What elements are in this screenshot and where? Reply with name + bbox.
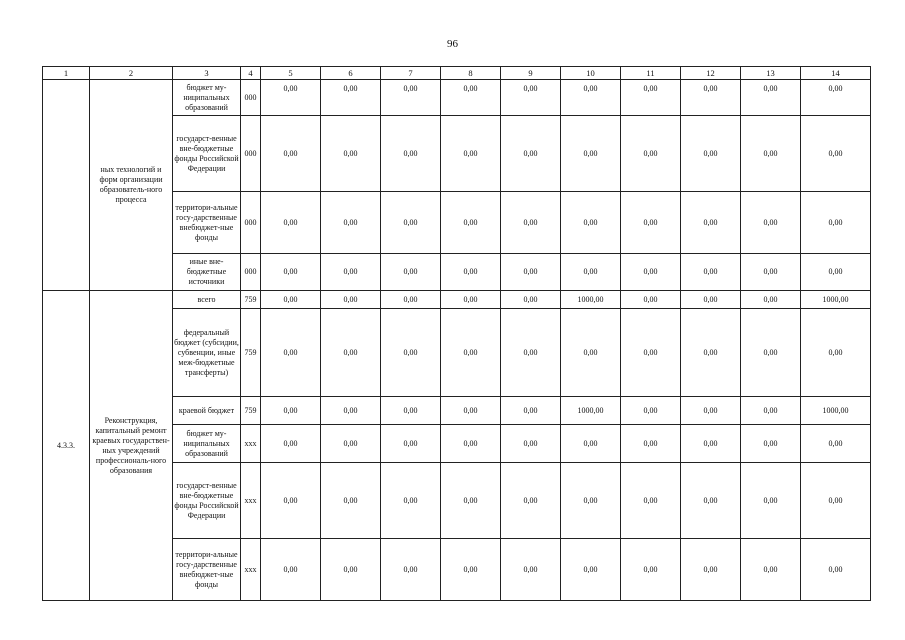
row-number: 4.3.3. [43,291,90,601]
value-cell: 0,00 [561,80,621,116]
row-number [43,80,90,291]
value-cell: 0,00 [321,539,381,601]
budget-table [42,66,871,601]
value-cell: 0,00 [261,397,321,425]
value-cell: 0,00 [261,192,321,254]
funding-source: иные вне-бюджетные источники [173,254,241,291]
value-cell: 0,00 [441,192,501,254]
value-cell: 0,00 [261,116,321,192]
value-cell: 0,00 [621,192,681,254]
code-cell: 000 [241,254,261,291]
value-cell: 0,00 [681,80,741,116]
value-cell: 1000,00 [561,291,621,309]
value-cell: 0,00 [561,309,621,397]
value-cell: 0,00 [801,309,871,397]
funding-source: федеральный бюджет (субсидии, субвенции, иные меж-бюджетные трансферты) [173,309,241,397]
value-cell: 0,00 [621,309,681,397]
table-row [43,291,871,309]
header-cell: 14 [801,67,871,80]
value-cell: 0,00 [381,463,441,539]
value-cell: 0,00 [261,309,321,397]
value-cell: 1000,00 [801,291,871,309]
funding-source: бюджет му-ниципальных образований [173,80,241,116]
funding-source: территори-альные госу-дарственные внебюджет-ные фонды [173,192,241,254]
value-cell: 0,00 [621,397,681,425]
value-cell: 0,00 [621,254,681,291]
value-cell: 0,00 [561,192,621,254]
header-cell: 11 [621,67,681,80]
header-cell: 7 [381,67,441,80]
value-cell: 0,00 [501,291,561,309]
value-cell: 0,00 [321,80,381,116]
table-body [43,80,871,601]
value-cell: 0,00 [441,291,501,309]
value-cell: 0,00 [381,425,441,463]
code-cell: 000 [241,192,261,254]
value-cell: 0,00 [321,254,381,291]
value-cell: 0,00 [261,425,321,463]
value-cell: 0,00 [681,254,741,291]
value-cell: 0,00 [681,291,741,309]
code-cell: xxx [241,425,261,463]
value-cell: 0,00 [621,425,681,463]
value-cell: 0,00 [321,463,381,539]
value-cell: 0,00 [501,116,561,192]
value-cell: 0,00 [381,116,441,192]
value-cell: 0,00 [501,192,561,254]
header-cell: 6 [321,67,381,80]
value-cell: 0,00 [681,192,741,254]
value-cell: 0,00 [741,425,801,463]
value-cell: 0,00 [621,539,681,601]
value-cell: 0,00 [321,192,381,254]
value-cell: 0,00 [741,463,801,539]
value-cell: 0,00 [681,397,741,425]
value-cell: 0,00 [681,463,741,539]
table-header [43,67,871,80]
header-cell: 9 [501,67,561,80]
value-cell: 0,00 [441,539,501,601]
value-cell: 0,00 [381,80,441,116]
measure-name: ных технологий и форм организации образователь-ного процесса [90,80,173,291]
funding-source: бюджет му-ниципальных образований [173,425,241,463]
value-cell: 1000,00 [561,397,621,425]
header-cell: 8 [441,67,501,80]
header-cell: 3 [173,67,241,80]
value-cell: 0,00 [261,291,321,309]
funding-source: территори-альные госу-дарственные внебюджет-ные фонды [173,539,241,601]
value-cell: 0,00 [501,425,561,463]
value-cell: 0,00 [441,80,501,116]
value-cell: 0,00 [801,80,871,116]
value-cell: 0,00 [261,80,321,116]
code-cell: 759 [241,291,261,309]
value-cell: 0,00 [381,291,441,309]
value-cell: 0,00 [381,539,441,601]
value-cell: 0,00 [441,254,501,291]
value-cell: 0,00 [741,116,801,192]
value-cell: 0,00 [501,397,561,425]
value-cell: 0,00 [801,254,871,291]
value-cell: 0,00 [441,397,501,425]
code-cell: 000 [241,80,261,116]
value-cell: 0,00 [801,539,871,601]
value-cell: 0,00 [801,116,871,192]
value-cell: 0,00 [501,254,561,291]
value-cell: 0,00 [501,80,561,116]
value-cell: 0,00 [321,309,381,397]
value-cell: 0,00 [501,539,561,601]
value-cell: 0,00 [681,539,741,601]
header-cell: 10 [561,67,621,80]
value-cell: 0,00 [741,80,801,116]
header-cell: 12 [681,67,741,80]
value-cell: 0,00 [561,116,621,192]
funding-source: государст-венные вне-бюджетные фонды Российской Федерации [173,116,241,192]
value-cell: 0,00 [321,291,381,309]
value-cell: 1000,00 [801,397,871,425]
measure-name: Реконструкция, капитальный ремонт краевых государствен-ных учреждений профессиональ-ного образования [90,291,173,601]
value-cell: 0,00 [801,192,871,254]
value-cell: 0,00 [801,425,871,463]
value-cell: 0,00 [501,463,561,539]
value-cell: 0,00 [441,463,501,539]
value-cell: 0,00 [501,309,561,397]
header-cell: 4 [241,67,261,80]
value-cell: 0,00 [621,116,681,192]
value-cell: 0,00 [561,463,621,539]
value-cell: 0,00 [441,309,501,397]
value-cell: 0,00 [741,254,801,291]
value-cell: 0,00 [561,254,621,291]
value-cell: 0,00 [261,539,321,601]
code-cell: 759 [241,397,261,425]
code-cell: xxx [241,463,261,539]
header-row [43,67,871,80]
header-cell: 1 [43,67,90,80]
page-number: 96 [447,38,458,50]
value-cell: 0,00 [741,291,801,309]
header-cell: 2 [90,67,173,80]
code-cell: 759 [241,309,261,397]
value-cell: 0,00 [741,397,801,425]
value-cell: 0,00 [381,397,441,425]
funding-source: государст-венные вне-бюджетные фонды Российской Федерации [173,463,241,539]
funding-source: краевой бюджет [173,397,241,425]
header-cell: 5 [261,67,321,80]
value-cell: 0,00 [621,80,681,116]
value-cell: 0,00 [261,254,321,291]
header-cell: 13 [741,67,801,80]
value-cell: 0,00 [381,309,441,397]
value-cell: 0,00 [561,425,621,463]
value-cell: 0,00 [261,463,321,539]
value-cell: 0,00 [681,425,741,463]
value-cell: 0,00 [741,192,801,254]
value-cell: 0,00 [621,463,681,539]
code-cell: 000 [241,116,261,192]
value-cell: 0,00 [561,539,621,601]
value-cell: 0,00 [741,309,801,397]
value-cell: 0,00 [321,116,381,192]
value-cell: 0,00 [381,192,441,254]
value-cell: 0,00 [801,463,871,539]
value-cell: 0,00 [441,425,501,463]
funding-source: всего [173,291,241,309]
value-cell: 0,00 [441,116,501,192]
table-row [43,80,871,116]
value-cell: 0,00 [621,291,681,309]
value-cell: 0,00 [321,425,381,463]
value-cell: 0,00 [741,539,801,601]
value-cell: 0,00 [321,397,381,425]
value-cell: 0,00 [681,116,741,192]
value-cell: 0,00 [381,254,441,291]
code-cell: xxx [241,539,261,601]
value-cell: 0,00 [681,309,741,397]
